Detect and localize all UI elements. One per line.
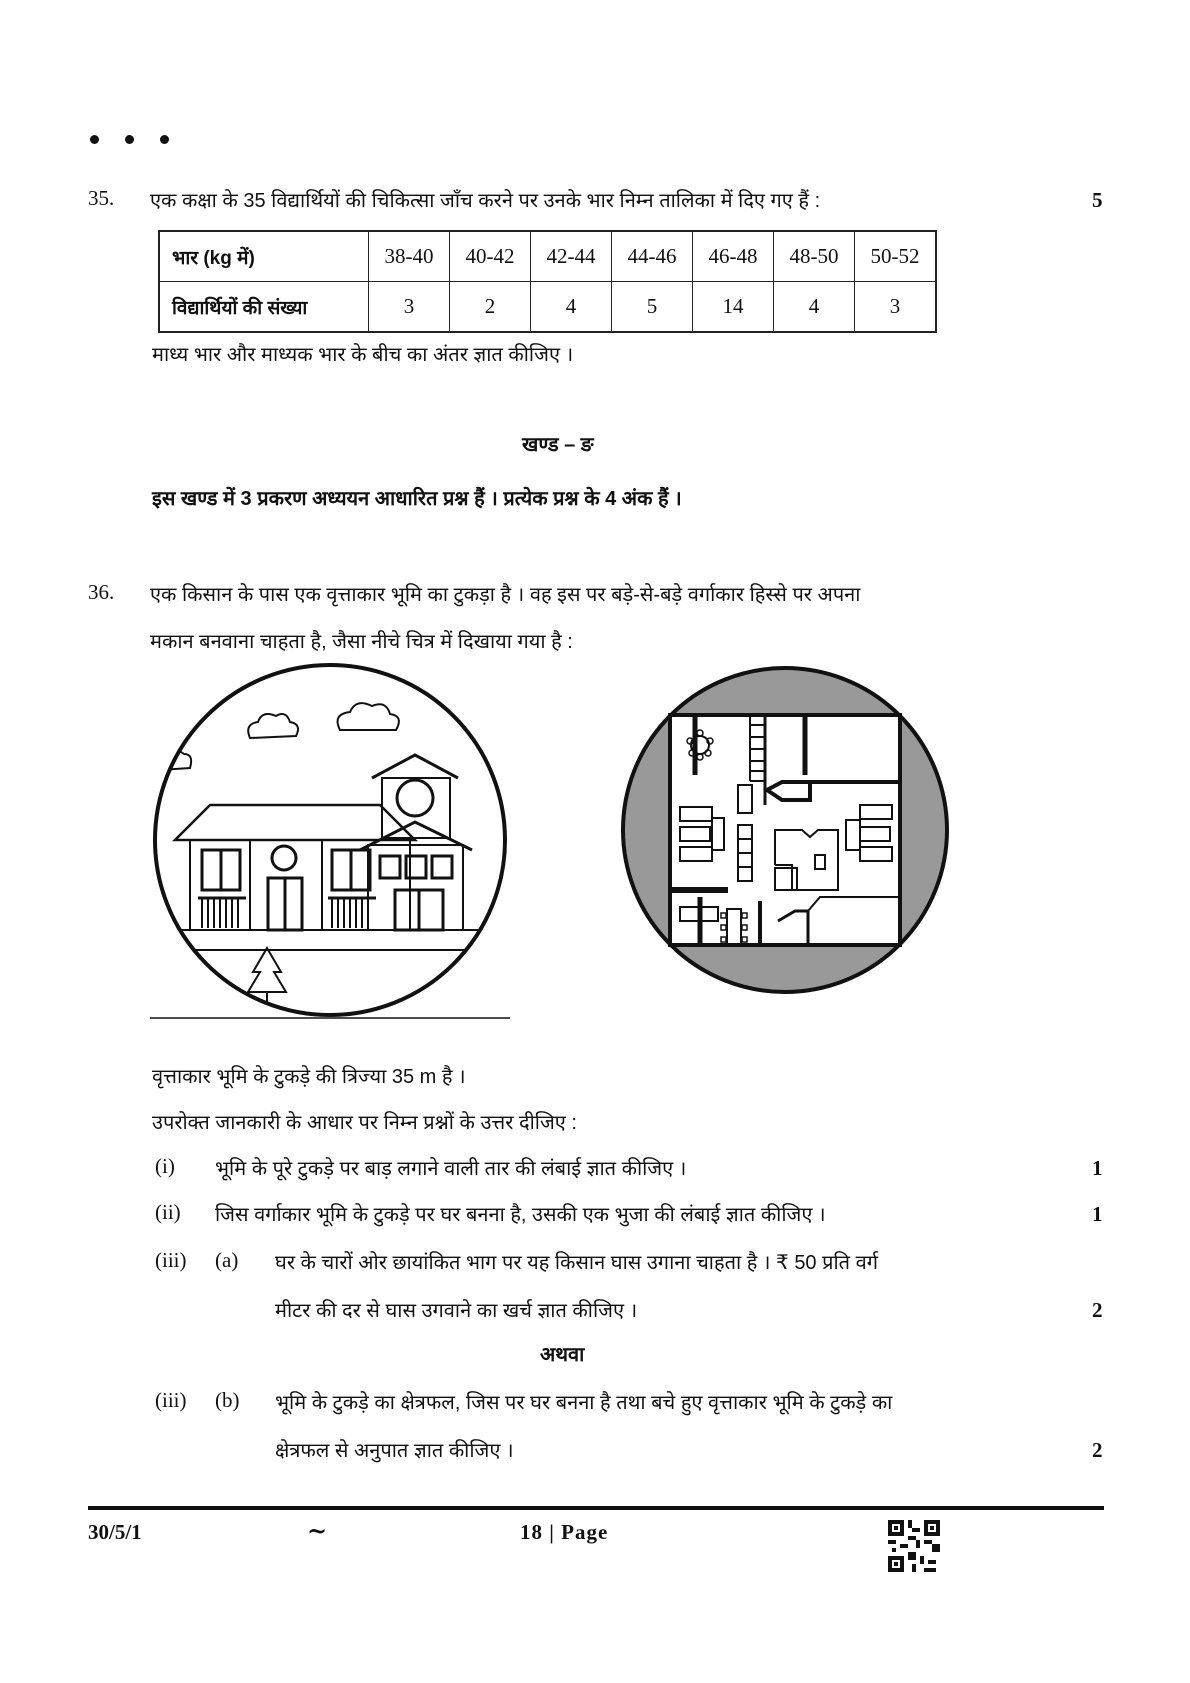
footer-tilde: ~: [307, 1516, 328, 1545]
table-header-students: विद्यार्थियों की संख्या: [159, 282, 369, 333]
q36-answer-prompt: उपरोक्त जानकारी के आधार पर निम्न प्रश्नों के उत्तर दीजिए :: [152, 1112, 577, 1134]
table-cell-frequency: 2: [450, 282, 531, 333]
part-ii-label: (ii): [155, 1200, 181, 1224]
paper-code: 30/5/1: [88, 1520, 142, 1544]
part-iii-a-sublabel: (a): [215, 1248, 239, 1272]
footer-divider: [88, 1506, 1104, 1510]
table-row-frequencies: [159, 282, 936, 333]
table-cell-frequency: 4: [531, 282, 612, 333]
table-cell-frequency: 5: [612, 282, 693, 333]
part-iii-a-line2: मीटर की दर से घास उगवाने का खर्च ज्ञात कीजिए ।: [275, 1300, 638, 1322]
part-iii-b-marks: 2: [1092, 1438, 1103, 1462]
table-cell-frequency: 3: [855, 282, 937, 333]
q36-intro-line1: एक किसान के पास एक वृत्ताकार भूमि का टुकड़ा है । वह इस पर बड़े-से-बड़े वर्गाकार हिस्से पर अपना: [150, 584, 861, 606]
part-i-marks: 1: [1092, 1156, 1103, 1180]
continuation-marker: [90, 135, 169, 144]
dot-icon: [90, 135, 99, 144]
section-instruction: इस खण्ड में 3 प्रकरण अध्ययन आधारित प्रश्न हैं । प्रत्येक प्रश्न के 4 अंक हैं ।: [152, 488, 682, 510]
weight-frequency-table: [158, 230, 937, 333]
part-i-text: भूमि के पूरे टुकड़े पर बाड़ लगाने वाली तार की लंबाई ज्ञात कीजिए ।: [215, 1158, 687, 1180]
or-label: अथवा: [540, 1344, 585, 1366]
q36-intro-line2: मकान बनवाना चाहता है, जैसा नीचे चित्र में दिखाया गया है :: [150, 631, 573, 653]
q35-question: माध्य भार और माध्यक भार के बीच का अंतर ज्ञात कीजिए ।: [152, 344, 574, 366]
table-row-weights: [159, 231, 936, 282]
q35-marks: 5: [1092, 188, 1103, 212]
table-cell-class: 50-52: [855, 231, 937, 282]
q36-radius-text: वृत्ताकार भूमि के टुकड़े की त्रिज्या 35 m है ।: [152, 1066, 466, 1088]
part-iii-a-line1: घर के चारों ओर छायांकित भाग पर यह किसान घास उगाना चाहता है । ₹ 50 प्रति वर्ग: [275, 1252, 879, 1274]
part-iii-b-label: (iii): [155, 1388, 187, 1412]
part-ii-text: जिस वर्गाकार भूमि के टुकड़े पर घर बनना है, उसकी एक भुजा की लंबाई ज्ञात कीजिए ।: [215, 1204, 826, 1226]
part-iii-a-marks: 2: [1092, 1298, 1103, 1322]
dot-icon: [160, 135, 169, 144]
section-title: खण्ड – ङ: [522, 434, 594, 456]
table-cell-frequency: 14: [693, 282, 774, 333]
table-cell-frequency: 4: [774, 282, 855, 333]
part-iii-b-line1: भूमि के टुकड़े का क्षेत्रफल, जिस पर घर बनना है तथा बचे हुए वृत्ताकार भूमि के टुकड़े का: [275, 1392, 893, 1414]
table-cell-class: 48-50: [774, 231, 855, 282]
part-iii-b-sublabel: (b): [215, 1388, 240, 1412]
table-cell-class: 46-48: [693, 231, 774, 282]
floorplan-figure: [620, 665, 950, 995]
table-header-weight: भार (kg में): [159, 231, 369, 282]
part-i-label: (i): [155, 1154, 175, 1178]
table-cell-class: 42-44: [531, 231, 612, 282]
dot-icon: [125, 135, 134, 144]
q35-text: एक कक्षा के 35 विद्यार्थियों की चिकित्सा जाँच करने पर उनके भार निम्न तालिका में दिए गए हैं :: [150, 190, 821, 212]
q35-number: 35.: [88, 186, 115, 210]
table-cell-frequency: 3: [369, 282, 450, 333]
part-iii-b-line2: क्षेत्रफल से अनुपात ज्ञात कीजिए ।: [275, 1440, 514, 1462]
qr-code-icon: [888, 1520, 940, 1572]
part-ii-marks: 1: [1092, 1202, 1103, 1226]
table-cell-class: 44-46: [612, 231, 693, 282]
table-cell-class: 38-40: [369, 231, 450, 282]
part-iii-a-label: (iii): [155, 1248, 187, 1272]
page-number: 18 | Page: [520, 1520, 609, 1544]
house-illustration-figure: [150, 660, 550, 1030]
q36-number: 36.: [88, 580, 115, 604]
table-cell-class: 40-42: [450, 231, 531, 282]
